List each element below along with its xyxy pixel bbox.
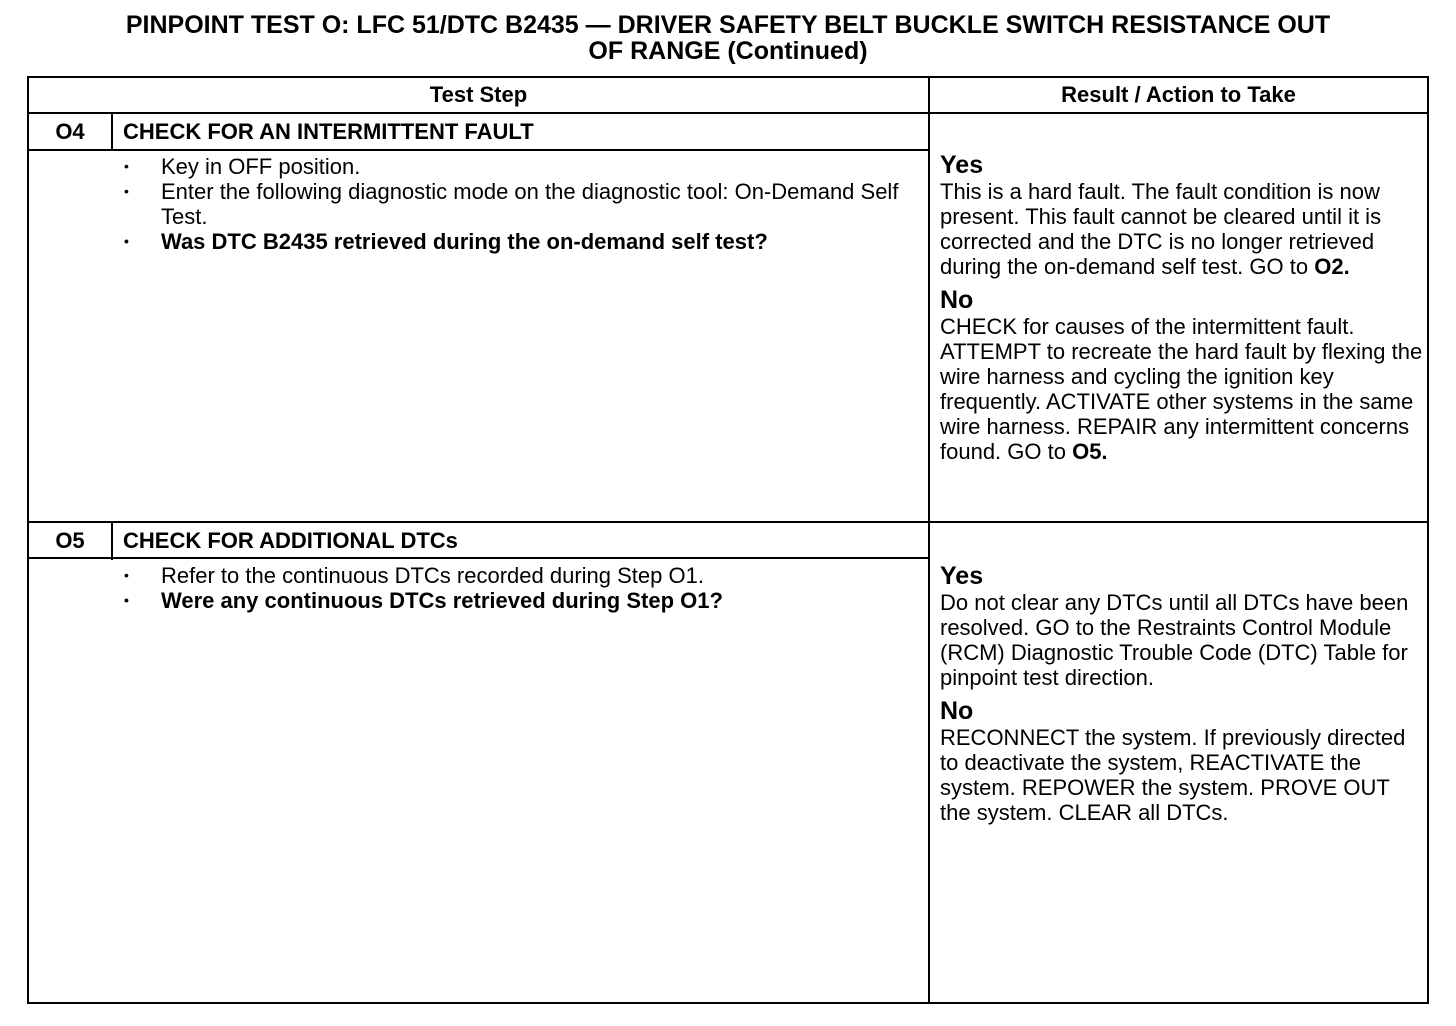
page-title	[20, 12, 1436, 64]
step-number-o4: O4	[55, 119, 85, 144]
step-title-o5: CHECK FOR ADDITIONAL DTCs	[123, 528, 458, 553]
no-action-text: CHECK for causes of the intermittent fault. ATTEMPT to recreate the hard fault by flexing the wire harness and cycling the ignition key frequently. ACTIVATE other systems in the same wire harness. REPAIR any intermittent concerns found. GO to	[940, 314, 1423, 464]
yes-action	[940, 179, 1425, 279]
no-goto-step: O5.	[1072, 439, 1108, 464]
no-action-text: RECONNECT the system. If previously directed to deactivate the system, REACTIVATE the system. REPOWER the system. PROVE OUT the system. CLEAR all DTCs.	[940, 725, 1406, 825]
yes-goto-step: O2.	[1314, 254, 1350, 279]
yes-action-text: This is a hard fault. The fault condition is now present. This fault cannot be cleared until it is corrected and the DTC is no longer retrieved during the on-demand self test. GO to	[940, 179, 1382, 279]
yes-label: Yes	[940, 562, 984, 590]
header-test-step: Test Step	[429, 82, 528, 107]
step-number-divider	[111, 523, 113, 560]
step-o4-question: • Was DTC B2435 retrieved during the on-demand self test?	[121, 229, 901, 254]
column-divider	[928, 78, 930, 1002]
no-label: No	[940, 286, 974, 314]
yes-action-text: Do not clear any DTCs until all DTCs have been resolved. GO to the Restraints Control Module (RCM) Diagnostic Trouble Code (DTC) Table for pinpoint test direction.	[940, 590, 1409, 690]
yes-label: Yes	[940, 151, 984, 179]
step-title-divider	[29, 557, 928, 559]
title-line-1: PINPOINT TEST O: LFC 51/DTC B2435 — DRIVER SAFETY BELT BUCKLE SWITCH RESISTANCE OUT	[125, 11, 1331, 39]
step-o5-question: • Were any continuous DTCs retrieved during Step O1?	[121, 588, 901, 613]
list-item: • Key in OFF position.	[121, 154, 901, 179]
no-action	[940, 314, 1425, 464]
step-o4-results	[940, 152, 1425, 464]
step-title-o4: CHECK FOR AN INTERMITTENT FAULT	[123, 119, 534, 144]
step-number-divider	[111, 114, 113, 151]
pinpoint-test-table	[27, 76, 1429, 1004]
step-title-divider	[29, 149, 928, 151]
step-number-o5: O5	[55, 528, 85, 553]
list-item: • Refer to the continuous DTCs recorded during Step O1.	[121, 563, 901, 588]
no-label: No	[940, 697, 974, 725]
step-o5-results	[940, 563, 1425, 825]
list-item: • Enter the following diagnostic mode on the diagnostic tool: On-Demand Self Test.	[121, 179, 901, 229]
step-o5-instructions	[121, 563, 901, 613]
step-o4-instructions	[121, 154, 901, 254]
title-line-2: OF RANGE (Continued)	[588, 37, 868, 65]
header-result-action: Result / Action to Take	[1061, 82, 1296, 107]
